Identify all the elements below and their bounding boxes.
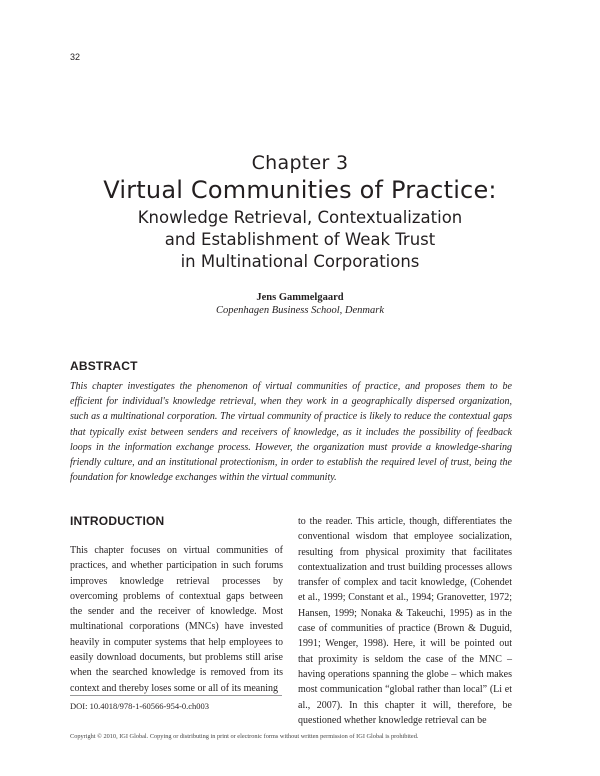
introduction-heading: INTRODUCTION <box>70 514 165 528</box>
subtitle-line: in Multinational Corporations <box>180 252 420 271</box>
chapter-title: Virtual Communities of Practice: <box>103 176 497 204</box>
author-name: Jens Gammelgaard <box>256 292 344 303</box>
abstract-text: This chapter investigates the phenomenon of virtual communities of practice, and proposes them to be efficient for individual's knowledge retrieval, when they work in a geographically dispersed organization, such as a multinational corporation. The virtual community of practice is likely to reduce the contextual gaps that typically exist between senders and receivers of knowledge, as it includes the possibility of feedback loops in the information exchange process. However, the organization must provide a knowledge-sharing friendly culture, and an institutional protectionism, in order to establish the required level of trust, being the foundation for knowledge exchanges within the virtual community. <box>70 381 512 484</box>
introduction-right-column: to the reader. This article, though, differentiates the conventional wisdom that employee socialization, resulting from physical proximity that facilitates contextualization and trust building processes allows transfer of complex and tacit knowledge, (Cohendet et al., 1999; Constant et al., 1994; Granovetter, 1972; Hansen, 1999; Nonaka & Takeuchi, 1995) as in the case of communities of practice (Brown & Duguid, 1991; Wenger, 1998). Here, it will be pointed out that proximity is seldom the case of the MNC – having operations spanning the globe – which makes most communication “global rather than local” (Li et al., 2007). In this chapter it will, therefore, be questioned whether knowledge retrieval can be <box>298 516 512 726</box>
chapter-label: Chapter 3 <box>251 152 349 174</box>
copyright-notice: Copyright © 2010, IGI Global. Copying or distributing in print or electronic forms without written permission of IGI Global is prohibited. <box>70 733 419 740</box>
footnote-divider <box>70 695 282 696</box>
subtitle-line: and Establishment of Weak Trust <box>164 230 436 249</box>
introduction-left-column: This chapter focuses on virtual communities of practices, and whether participation in such forums improves knowledge retrieval processes by overcoming problems of contextual gaps between the sender and the receiver of knowledge. Most multinational corporations (MNCs) have invested heavily in computer systems that help employees to easily download documents, but problems still arise when the searched knowledge is removed from its context and thereby loses some or all of its meaning <box>70 545 283 694</box>
author-affiliation: Copenhagen Business School, Denmark <box>216 305 384 316</box>
page-number: 32 <box>70 52 81 62</box>
doi: DOI: 10.4018/978-1-60566-954-0.ch003 <box>70 701 210 711</box>
abstract-heading: ABSTRACT <box>70 359 138 373</box>
subtitle-line: Knowledge Retrieval, Contextualization <box>137 208 463 227</box>
chapter-subtitle <box>40 207 560 273</box>
